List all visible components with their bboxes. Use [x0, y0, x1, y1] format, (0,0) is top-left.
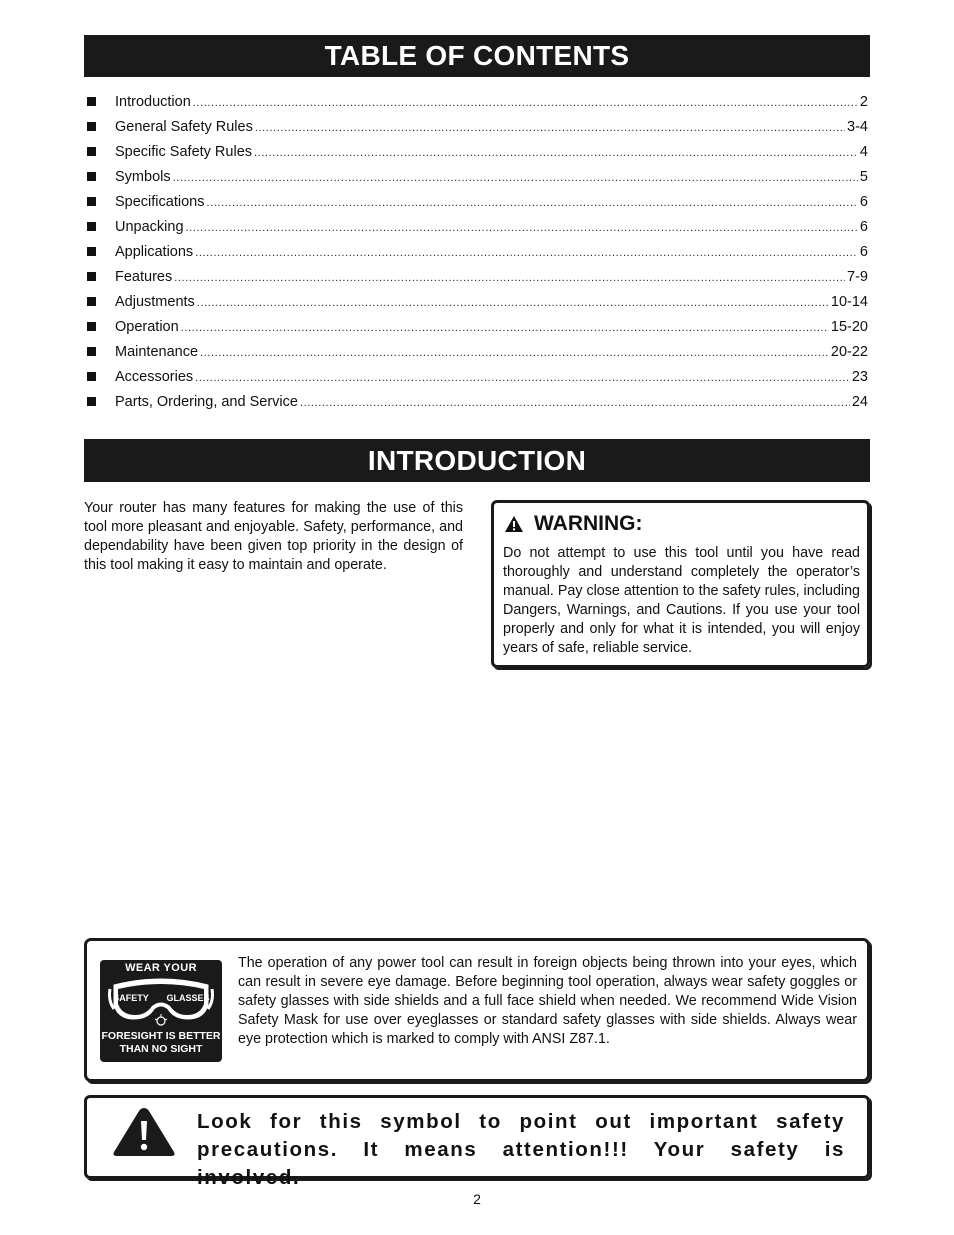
- toc-entry[interactable]: [84, 140, 868, 165]
- dot-leader: [255, 116, 845, 141]
- dot-leader: [197, 291, 829, 316]
- toc-entry-page: 10-14: [830, 294, 868, 310]
- toc-entry-label: General Safety Rules: [115, 119, 253, 135]
- toc-entry[interactable]: [84, 190, 868, 215]
- safety-attention-text: Look for this symbol to point out important safety precautions. It means attention!!! Your safety is involved.: [197, 1110, 845, 1189]
- toc-title: TABLE OF CONTENTS: [84, 35, 870, 77]
- eye-safety-body: The operation of any power tool can result in foreign objects being thrown into your eyes, which can result in severe eye damage. Before beginning tool operation, always wear safety goggles or safety glasses with side shields and a full face shield when needed. We recommend Wide Vision Safety Mask for use over eyeglasses or standard safety glasses with side shields. Always wear eye protection which is marked to comply with ANSI Z87.1.: [238, 955, 857, 1047]
- toc-entry-label: Symbols: [115, 169, 171, 185]
- toc-entry-label: Operation: [115, 319, 179, 335]
- toc-entry[interactable]: [84, 340, 868, 365]
- warning-heading: WARNING:: [534, 512, 643, 535]
- toc-list: [84, 90, 868, 415]
- safety-alert-triangle-icon: [111, 1106, 177, 1158]
- bullet-square-icon: [87, 297, 96, 306]
- toc-entry-page: 20-22: [830, 344, 868, 360]
- dot-leader: [200, 341, 829, 366]
- bullet-square-icon: [87, 347, 96, 356]
- dot-leader: [174, 266, 845, 291]
- toc-entry-page: 6: [859, 219, 868, 235]
- eye-safety-box: [84, 938, 870, 1082]
- warning-triangle-icon: [504, 515, 524, 533]
- toc-entry-page: 24: [851, 394, 868, 410]
- badge-top-text: WEAR YOUR: [125, 962, 197, 974]
- toc-entry-page: 2: [859, 94, 868, 110]
- badge-bottom-text: [100, 1030, 222, 1056]
- bullet-square-icon: [87, 122, 96, 131]
- toc-entry[interactable]: [84, 315, 868, 340]
- safety-attention-box: [84, 1095, 870, 1189]
- toc-entry-label: Accessories: [115, 369, 194, 385]
- toc-entry-page: 3-4: [847, 119, 868, 135]
- toc-entry[interactable]: [84, 265, 868, 290]
- warning-box: [491, 500, 870, 668]
- bullet-square-icon: [87, 272, 96, 281]
- toc-entry[interactable]: [84, 165, 868, 190]
- toc-entry[interactable]: [84, 240, 868, 265]
- toc-entry-page: 6: [859, 244, 868, 260]
- dot-leader: [195, 366, 850, 391]
- toc-entry[interactable]: [84, 115, 868, 140]
- toc-entry-label: Maintenance: [115, 344, 199, 360]
- bullet-square-icon: [87, 222, 96, 231]
- page-number: 2: [473, 1191, 481, 1207]
- bullet-square-icon: [87, 97, 96, 106]
- toc-entry[interactable]: [84, 390, 868, 415]
- dot-leader: [181, 316, 829, 341]
- dot-leader: [206, 191, 857, 216]
- bullet-square-icon: [87, 147, 96, 156]
- warning-body: Do not attempt to use this tool until you have read thoroughly and understand completely the operator’s manual. Pay close attention to the safety rules, including Dangers, Warnings, and Cautions. If you use your tool properly and only for what it is intended, you will enjoy years of safe, reliable service.: [503, 545, 860, 656]
- toc-entry[interactable]: [84, 365, 868, 390]
- bullet-square-icon: [87, 322, 96, 331]
- dot-leader: [300, 391, 850, 416]
- badge-glasses-text: GLASSES: [166, 993, 210, 1003]
- toc-entry-label: Adjustments: [115, 294, 195, 310]
- toc-entry-page: 7-9: [847, 269, 868, 285]
- toc-entry[interactable]: [84, 215, 868, 240]
- dot-leader: [195, 241, 858, 266]
- toc-entry-page: 4: [859, 144, 868, 160]
- bullet-square-icon: [87, 372, 96, 381]
- badge-bottom-line2: THAN NO SIGHT: [119, 1043, 203, 1055]
- dot-leader: [186, 216, 858, 241]
- toc-entry-page: 6: [859, 194, 868, 210]
- toc-entry[interactable]: [84, 290, 868, 315]
- toc-entry-label: Parts, Ordering, and Service: [115, 394, 298, 410]
- bullet-square-icon: [87, 172, 96, 181]
- toc-entry-label: Specifications: [115, 194, 205, 210]
- dot-leader: [193, 91, 858, 116]
- safety-goggles-icon: [108, 975, 214, 1031]
- bullet-square-icon: [87, 197, 96, 206]
- toc-entry-label: Specific Safety Rules: [115, 144, 253, 160]
- toc-entry-page: 23: [851, 369, 868, 385]
- wear-safety-glasses-badge: [100, 960, 222, 1062]
- bullet-square-icon: [87, 397, 96, 406]
- introduction-body: Your router has many features for making the use of this tool more pleasant and enjoyable. Safety, performance, and dependability have been given top priority in the design of this tool making it easy to maintain and operate.: [84, 500, 463, 573]
- warning-header: [504, 512, 643, 536]
- badge-bottom-line1: FORESIGHT IS BETTER: [101, 1030, 221, 1042]
- dot-leader: [254, 141, 858, 166]
- badge-safety-text: SAFETY: [113, 993, 149, 1003]
- toc-entry-label: Features: [115, 269, 173, 285]
- bullet-square-icon: [87, 247, 96, 256]
- toc-entry-label: Unpacking: [115, 219, 184, 235]
- toc-entry-label: Introduction: [115, 94, 191, 110]
- toc-entry[interactable]: [84, 90, 868, 115]
- toc-entry-page: 15-20: [830, 319, 868, 335]
- introduction-title: INTRODUCTION: [84, 439, 870, 482]
- toc-entry-label: Applications: [115, 244, 194, 260]
- toc-entry-page: 5: [859, 169, 868, 185]
- dot-leader: [173, 166, 858, 191]
